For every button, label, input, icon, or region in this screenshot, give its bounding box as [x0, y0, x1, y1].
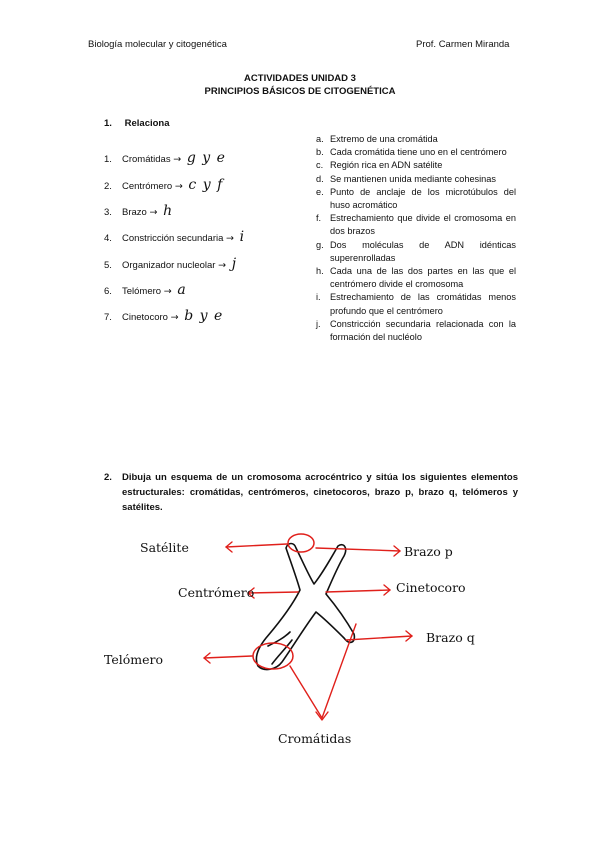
- question-1-number: 1.: [104, 118, 112, 129]
- definition-key: i.: [316, 292, 321, 303]
- handwritten-answer: h: [163, 203, 174, 219]
- label-cromatidas: Cromátidas: [278, 731, 352, 746]
- definition-item: [316, 159, 516, 172]
- arrow-icon: →: [149, 207, 158, 218]
- arrow-icon: →: [226, 233, 234, 244]
- match-item-number: 5.: [104, 260, 112, 271]
- definition-text: Estrechamiento de las cromátidas menos profundo que el centrómero: [330, 292, 516, 316]
- header-teacher: Prof. Carmen Miranda: [416, 39, 510, 50]
- chromosome-diagram: [0, 520, 600, 760]
- arrow-icon: →: [163, 286, 172, 297]
- label-cinetocoro: Cinetocoro: [396, 580, 466, 595]
- match-item-label: Constricción secundaria: [122, 233, 224, 244]
- arrow-icon: →: [173, 154, 182, 165]
- handwritten-answer: j: [231, 256, 238, 272]
- definition-text: Región rica en ADN satélite: [330, 160, 443, 171]
- match-item-2: [104, 177, 223, 193]
- definition-item: [316, 133, 516, 146]
- match-item-number: 2.: [104, 181, 112, 192]
- question-1-heading: [104, 118, 170, 129]
- arrow-cinetocoro: [326, 590, 390, 592]
- title-line-1: ACTIVIDADES UNIDAD 3: [244, 73, 356, 84]
- question-1-title: Relaciona: [124, 118, 170, 129]
- match-item-7: [104, 308, 223, 324]
- arrow-icon: →: [218, 260, 227, 271]
- match-item-label: Cromátidas: [122, 154, 171, 165]
- match-item-3: [104, 203, 173, 219]
- arrow-cromatidas: [290, 624, 356, 718]
- match-item-4: [104, 229, 245, 245]
- match-item-number: 3.: [104, 207, 112, 218]
- label-arrows: [204, 542, 412, 720]
- definition-key: d.: [316, 173, 324, 184]
- arrow-centromero: [248, 592, 298, 593]
- arrow-telomero: [204, 656, 252, 658]
- definition-text: Cada una de las dos partes en las que el centrómero divide el cromosoma: [330, 266, 516, 290]
- match-item-label: Brazo: [122, 207, 147, 218]
- definition-text: Cada cromátida tiene uno en el centrómero: [330, 147, 507, 158]
- arrow-brazo-p: [316, 548, 400, 551]
- definition-item: [316, 265, 516, 291]
- definition-item: [316, 239, 516, 265]
- match-item-number: 7.: [104, 312, 112, 323]
- definition-text: Se mantienen unida mediante cohesinas: [330, 173, 496, 184]
- definition-key: j.: [316, 318, 321, 329]
- header-course: Biología molecular y citogenética: [88, 39, 227, 50]
- definition-item: [316, 318, 516, 344]
- definition-text: Punto de anclaje de los microtúbulos del huso acromático: [330, 186, 516, 211]
- label-brazo-p: Brazo p: [404, 544, 453, 559]
- question-2-number: 2.: [104, 472, 112, 483]
- definition-key: f.: [316, 213, 322, 224]
- highlight-circles: [253, 534, 314, 669]
- label-brazo-q: Brazo q: [426, 630, 475, 645]
- match-item-1: [104, 150, 226, 166]
- arrow-icon: →: [174, 181, 183, 192]
- arrow-satelite: [226, 544, 287, 547]
- match-item-label: Centrómero: [122, 181, 173, 192]
- label-satelite: Satélite: [140, 540, 189, 555]
- definition-item: [316, 291, 516, 317]
- definition-text: Extremo de una cromátida: [330, 134, 438, 144]
- match-item-number: 6.: [104, 286, 112, 297]
- question-2-text: Dibuja un esquema de un cromosoma acrocéntrico y sitúa los siguientes elementos estructurales: cromátidas, centrómeros, cinetocoros, brazo p, brazo q, telómeros y satélites.: [122, 472, 518, 513]
- definition-text: Dos moléculas de ADN idénticas superenrolladas: [330, 239, 516, 263]
- match-item-5: [104, 256, 237, 272]
- match-item-label: Cinetocoro: [122, 312, 168, 323]
- definition-key: h.: [316, 266, 324, 277]
- definition-key: g.: [316, 239, 324, 250]
- match-item-label: Organizador nucleolar: [122, 260, 216, 271]
- arrow-brazo-q: [346, 636, 412, 640]
- question-2: [104, 470, 518, 515]
- handwritten-answer: i: [239, 229, 246, 245]
- definition-text: Constricción secundaria relacionada con la formación del nucléolo: [330, 318, 516, 343]
- match-item-label: Telómero: [122, 286, 162, 297]
- handwritten-answer: c y f: [188, 177, 224, 193]
- match-item-6: [104, 282, 187, 298]
- arrow-icon: →: [170, 312, 179, 323]
- label-centromero: Centrómero: [178, 585, 255, 600]
- definition-key: a.: [316, 134, 324, 144]
- definitions-list: [316, 133, 516, 344]
- definition-item: [316, 212, 516, 238]
- handwritten-answer: a: [177, 282, 187, 298]
- handwritten-answer: b y e: [184, 308, 224, 324]
- definition-text: Estrechamiento que divide el cromosoma en dos brazos: [330, 213, 516, 237]
- title-line-2: PRINCIPIOS BÁSICOS DE CITOGENÉTICA: [204, 86, 396, 97]
- label-telomero: Telómero: [104, 652, 164, 667]
- definition-item: [316, 186, 516, 212]
- match-item-number: 1.: [104, 154, 112, 165]
- definition-key: e.: [316, 186, 324, 197]
- definition-item: [316, 173, 516, 186]
- match-item-number: 4.: [104, 233, 112, 244]
- definition-key: c.: [316, 160, 324, 171]
- chromosome-outline: [256, 544, 354, 670]
- definition-key: b.: [316, 147, 324, 158]
- handwritten-answer: g y e: [186, 150, 226, 166]
- definition-item: [316, 146, 516, 159]
